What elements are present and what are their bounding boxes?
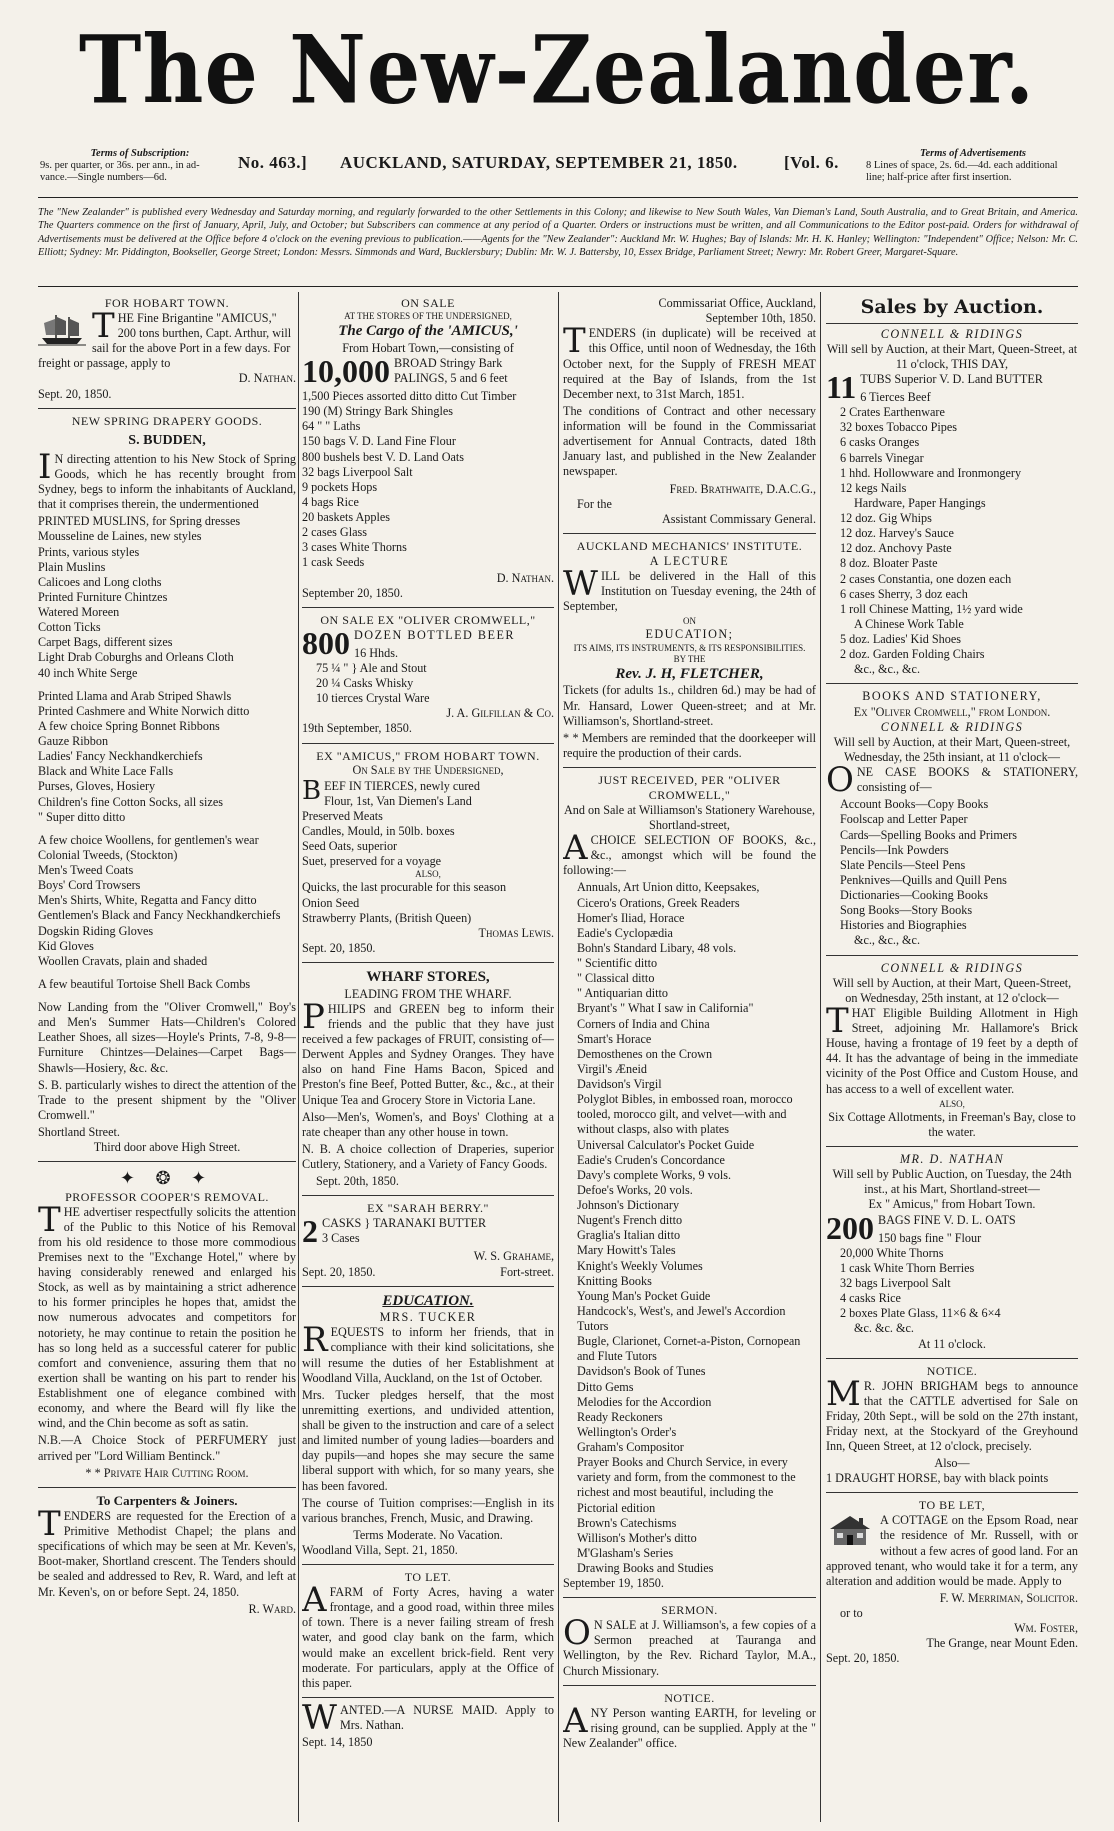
- drapery-list: Printed Llama and Arab Striped Shawls Printed Cashmere and White Norwich ditto A few choice Spring Bonnet Ribbons Gauze Ribbon Ladies' Fancy Neckhandkerchiefs Black and White Lace Falls Purses, Gloves, Hosiery Children's fine Cotton Socks, all sizes " Super ditto ditto: [38, 688, 250, 824]
- divider: [38, 1161, 296, 1162]
- ornament-icon: ✦ ❂ ✦: [119, 1168, 215, 1189]
- divider: [563, 1685, 816, 1686]
- column-rule: [298, 292, 299, 1822]
- drapery-list: PRINTED MUSLINS, for Spring dresses Mousseline de Laines, new styles Prints, various styles Plain Muslins Calicoes and Long cloths Printed Furniture Chintzes Watered Moreen Cotton Ticks Carpet Bags, different sizes Light Drab Coburghs and Orleans Cloth 40 inch White Serge: [38, 514, 241, 680]
- carpenters-body: TENDERS are requested for the Erection of a Primitive Methodist Chapel; the plans and specifications of which may be seen at Mr. Keven's, Boot-maker, Shortland crescent. The Tenders should be sealed and addressed to Rev, R. Ward, and left at Mr. Keven's, on or before Sept. 24, 1850.: [38, 1503, 296, 1599]
- ad-heading: TO LET.: [404, 1570, 452, 1585]
- divider: [38, 1487, 296, 1488]
- dateline: AUCKLAND, SATURDAY, SEPTEMBER 21, 1850.: [340, 153, 738, 172]
- ad-heading: ON SALE: [401, 296, 455, 310]
- volume: [Vol. 6.: [784, 153, 839, 172]
- column-2: ON SALE AT THE STORES OF THE UNDERSIGNED, The Cargo of the 'AMICUS,' From Hobart Town,—consisting of 10,000 BROAD Stringy Bark PALINGS, 5 and 6 feet 1,500 Pieces assorted ditto ditto Cut Timber 190 (M) Stringy Bark Shingles 64 " " Laths 150 bags V. D. Land Fine Flour 800 bushels best V. D. Land Oats 32 bags Liverpool Salt 9 pockets Hops 4 bags Rice 20 baskets Apples 2 cases Glass 3 cases White Thorns 1 cask Seeds D. Nathan. September 20, 1850. ON SALE EX "OLIVER CROMWELL," 800 DOZEN BOTTLED BEER 16 Hhds. 75 ¼ " } Ale and Stout 20 ¼ Casks Whisky 10 tierces Crystal Ware J. A. Gilfillan & Co. 19th September, 1850. EX "AMICUS," FROM HOBART TOWN. On Sale by the Undersigned, BEEF IN TIERCES, newly cured Flour, 1st, Van Diemen's Land Preserved Meats Candles, Mould, in 50lb. boxes Seed Oats, superior Suet, preserved for a voyage ALSO, Quicks, the last procurable for this season Onion Seed Strawberry Plants, (British Queen) Thomas Lewis. Sept. 20, 1850. WHARF STORES, LEADING FROM THE WHARF. PHILIPS and GREEN beg to inform their friends and the public that they have just received a few packages of FRUIT, consisting of—Derwent Apples and Sydney Oranges. They have also on hand Fine Hams Bacon, Spiced and Preston's fine Beef, Potted Butter, &c., &c., at their Unique Tea and Grocery Store in Victoria Lane. Also—Men's, Women's, and Boys' Clothing at a rate cheaper than any other house in town. N. B. A choice collection of Draperies, superior Cutlery, Stationery, and a Variety of Fancy Goods. Sept. 20th, 1850. EX "SARAH BERRY." 2 CASKS } TARANAKI BUTTER 3 Cases W. S. Grahame, Sept. 20, 1850. Fort-street. EDUCATION. MRS. TUCKER REQUESTS to inform her friends, that in compliance with their kind solicitations, she will resume the duties of her Establishment at Woodland Villa, Auckland, on the 1st of October. Mrs. Tucker pledges herself, that the most unremitting exertions, and undivided attention, shall be given to the instruction and care of a select and limited number of young ladies—boarders and day pupils—and hopes she may secure the same liberal support with which, for so many years, she has been favored. The course of Tuition comprises:—English in its various branches, French, Music, and Drawing. Terms Moderate. No Vacation. Woodland Villa, Sept. 21, 1850. TO LET. AFARM of Forty Acres, having a water frontage, and a good road, within three miles of town. There is a never failing stream of fresh water, and good clay bank on the farm, which would make an excellent brick-field. Rent very moderate. For particulars, apply at the Office of this paper. WANTED.—A NURSE MAID. Apply to Mrs. Nathan. Sept. 14, 1850: [302, 296, 554, 1750]
- ad-heading: NOTICE.: [926, 1363, 978, 1378]
- drapery-list: A few choice Woollens, for gentlemen's wear Colonial Tweeds, (Stockton) Men's Tweed Coats Boys' Cord Trowsers Men's Shirts, White, Regatta and Fancy ditto Gentlemen's Black and Fancy Neckhandkerchiefs Dogskin Riding Gloves Kid Gloves Woollen Cravats, plain and shaded: [38, 832, 281, 968]
- ad-heading: FOR HOBART TOWN.: [104, 296, 230, 310]
- divider: [302, 743, 554, 744]
- ad-heading: SERMON.: [661, 1603, 718, 1618]
- ad-heading: BOOKS AND STATIONERY,: [862, 689, 1042, 704]
- auction-list: Account Books—Copy Books Foolscap and Letter Paper Cards—Spelling Books and Primers Pencils—Ink Powders Slate Pencils—Steel Pens Penknives—Quills and Quill Pens Dictionaries—Cooking Books Song Books—Story Books Histories and Biographies &c., &c., &c.: [840, 797, 1018, 948]
- ad-heading: JUST RECEIVED, PER "OLIVER CROMWELL,": [598, 773, 781, 802]
- books-list: Annuals, Art Union ditto, Keepsakes, Cicero's Orations, Greek Readers Homer's Iliad, Horace Eadie's Cyclopædia Bohn's Standard Libary, 48 vols. " Scientific ditto " Classical ditto " Antiquarian ditto Bryant's " What I saw in California" Corners of India and China Smart's Horace Demosthenes on the Crown Virgil's Æneid Davidson's Virgil Polyglot Bibles, in embossed roan, morocco tooled, morocco gilt, and velvet—with and without clasps, also with plates Universal Calculator's Pocket Guide Eadie's Cruden's Concordance Davy's complete Works, 9 vols. Defoe's Works, 20 vols. Johnson's Dictionary Nugent's French ditto Graglia's Italian ditto Mary Howitt's Tales Knight's Weekly Volumes Knitting Books Young Man's Pocket Guide Handcock's, West's, and Jewel's Accordion Tutors Bugle, Clarionet, Cornet-a-Piston, Cornopean and Flute Tutors Davidson's Book of Tunes Ditto Gems Melodies for the Accordion Ready Reckoners Wellington's Order's Graham's Compositor Prayer Books and Church Service, in every variety and form, from the commonest to the richest and most beautiful, including the Pictorial edition Brown's Catechisms Willison's Mother's ditto M'Glasham's Series Drawing Books and Studies: [577, 880, 801, 1576]
- divider: [302, 1564, 554, 1565]
- cooper-nb: N.B.—A Choice Stock of PERFUMERY just arrived per "Lord William Bentinck.": [38, 1433, 296, 1463]
- ad-heading: NEW SPRING DRAPERY GOODS.: [71, 413, 263, 428]
- ad-heading: EX "SARAH BERRY.": [367, 1201, 489, 1216]
- divider: [302, 1697, 554, 1698]
- attention-text: S. B. particularly wishes to direct the attention of the Trade to the present shipment by the "Oliver Cromwell.": [38, 1077, 296, 1122]
- ad-heading: NOTICE.: [664, 1690, 715, 1705]
- landing-text: Now Landing from the "Oliver Cromwell," Boy's and Men's Summer Hats—Children's Colored Leather Shoes, all sizes—Hoyle's Prints, 7-8, 9-8—Furniture Chintzes—Delaines—Carpet Bags—Shawls—Hosiery, &c. &c.: [38, 1000, 296, 1075]
- combs-line: A few beautiful Tortoise Shell Back Combs: [38, 976, 251, 991]
- publication-notice: The "New Zealander" is published every Wednesday and Saturday morning, and regularly forwarded to the other Settlements in this Colony; and likewise to New South Wales, Van Dieman's Land, South Australia, and to Great Britain, and America. The Quarters commence on the first of January, April, July, and October; but Subscribers can commence at any period of a Quarter. Orders or instructions must be written, and all Communications to the Editor post-paid. Orders for withdrawal of Advertisements must be delivered at the Office before 4 o'clock on the evening previous to publication.——Agents for the "New Zealander": Auckland Mr. W. Hughes; Bay of Islands: Mr. H. K. Hanley; Wellington: "Independent" Office; Nelson: Mr. C. Elliott; Sydney: Mr. Piddington, Bookseller, George Street; London: Messrs. Simmonds and Ward, Bucklersbury; Dublin: Mr. W. J. Battersby, 10, Essex Bridge, Parliament Street; Newry: Mr. Robert Greer, Margaret-Square.: [38, 207, 1078, 259]
- auctioneer-name: CONNELL & RIDINGS: [880, 960, 1024, 975]
- cooper-body: THE advertiser respectfully solicits the attention of the Public to this Notice of his Removal from his old residence to those more commodious Premises next to the "Exchange Hotel," where by having considerably renewed and enlarged his Stock, as well as by maintaining a strict adherence to his former principles he hopes that, amidst the now numerous advocates and competitors for notoriety, he may continue to retain the position he has so long held as a successful caterer for public comfort and convenience, assuring them that no exertion shall be wanting on his part to render his Establishment one of elegance combined with economy, and where the Beard will fly like the wind, and the Chin become as soft as satin.: [38, 1199, 296, 1431]
- ad-heading: EX "AMICUS," FROM HOBART TOWN.: [316, 748, 540, 763]
- issue-number: No. 463.]: [238, 153, 308, 172]
- divider: [563, 767, 816, 768]
- auctioneer-name: CONNELL & RIDINGS: [880, 719, 1024, 734]
- drapery-intro: I N directing attention to his New Stock of Spring Goods, which he has recently brought from Sydney, begs to inform the inhabitants of Auckland, that it comprises therein, the undermentioned: [38, 446, 296, 512]
- column-1: FOR HOBART TOWN. THE Fine Brigantine "AMICUS," 200 tons burthen, Capt. Arthur, will sail for the above Port in a few days. For freight or passage, apply to D. Nathan. Sept. 20, 1850. NEW SPRING DRAPERY GOODS. S. BUDDEN, I N directing attention to his New Stock of Spring Goods, which he has recently brought from Sydney, begs to inform the inhabitants of Auckland, that it comprises therein, the undermentioned PRINTED MUSLINS, for Spring dresses Mousseline de Laines, new styles Prints, various styles Plain Muslins Calicoes and Long cloths Printed Furniture Chintzes Watered Moreen Cotton Ticks Carpet Bags, different sizes Light Drab Coburghs and Orleans Cloth 40 inch White Serge Printed Llama and Arab Striped Shawls Printed Cashmere and White Norwich ditto A few choice Spring Bonnet Ribbons Gauze Ribbon Ladies' Fancy Neckhandkerchiefs Black and White Lace Falls Purses, Gloves, Hosiery Children's fine Cotton Socks, all sizes " Super ditto ditto A few choice Woollens, for gentlemen's wear Colonial Tweeds, (Stockton) Men's Tweed Coats Boys' Cord Trowsers Men's Shirts, White, Regatta and Fancy ditto Gentlemen's Black and Fancy Neckhandkerchiefs Dogskin Riding Gloves Kid Gloves Woollen Cravats, plain and shaded A few beautiful Tortoise Shell Back Combs Now Landing from the "Oliver Cromwell," Boy's and Men's Summer Hats—Children's Colored Leather Shoes, all sizes—Hoyle's Prints, 7-8, 9-8—Furniture Chintzes—Delaines—Carpet Bags—Shawls—Hosiery, &c. &c. S. B. particularly wishes to direct the attention of the Trade to the present shipment by the "Oliver Cromwell." Shortland Street. Third door above High Street. ✦ ❂ ✦ PROFESSOR COOPER'S REMOVAL. THE advertiser respectfully solicits the attention of the Public to this Notice of his Removal from his old residence to those more commodious Premises next to the "Exchange Hotel," where by having considerably renewed and enlarged his Stock, as well as by maintaining a strict adherence to his former principles he hopes that, amidst the now numerous advocates and competitors for notoriety, he may continue to retain the position he has so long held as a successful caterer for public comfort and convenience, assuring them that no exertion shall be wanting on his part to render his Establishment one of elegance combined with economy, and where the Beard will fly like the wind, and the Chin become as soft as satin. N.B.—A Choice Stock of PERFUMERY just arrived per "Lord William Bentinck." * * Private Hair Cutting Room. To Carpenters & Joiners. TENDERS are requested for the Erection of a Primitive Methodist Chapel; the plans and specifications of which may be seen at Mr. Keven's, Boot-maker, Shortland crescent. The Tenders should be sealed and addressed to Rev, R. Ward, and left at Mr. Keven's, on or before Sept. 24, 1850. R. Ward.: [38, 296, 296, 1616]
- auctioneer-name: CONNELL & RIDINGS: [880, 326, 1024, 341]
- ad-heading: TO BE LET,: [918, 1498, 986, 1513]
- divider: [302, 1286, 554, 1287]
- divider: [302, 962, 554, 963]
- ad-heading: AUCKLAND MECHANICS' INSTITUTE.: [576, 538, 803, 553]
- divider: [826, 1146, 1078, 1147]
- divider: [302, 607, 554, 608]
- masthead-title: The New-Zealander.: [78, 14, 1036, 125]
- cargo-list: 1,500 Pieces assorted ditto ditto Cut Timber 190 (M) Stringy Bark Shingles 64 " " Laths 150 bags V. D. Land Fine Flour 800 bushels best V. D. Land Oats 32 bags Liverpool Salt 9 pockets Hops 4 bags Rice 20 baskets Apples 2 cases Glass 3 cases White Thorns 1 cask Seeds: [302, 389, 517, 570]
- house-icon: [826, 1513, 874, 1547]
- ad-heading: To Carpenters & Joiners.: [96, 1492, 238, 1508]
- column-3: Commissariat Office, Auckland, September 10th, 1850. TENDERS (in duplicate) will be received at this Office, until noon of Wednesday, the 16th October next, for the Supply of FRESH MEAT required at the Bay of Islands, from the 1st December next, to 31st March, 1851. The conditions of Contract and other necessary information will be found in the Commissariat advertisement for Annual Contracts, dated 18th January last, and published in the New Zealander newspaper. Fred. Brathwaite, D.A.C.G., For the Assistant Commissary General. AUCKLAND MECHANICS' INSTITUTE. A LECTURE WILL be delivered in the Hall of this Institution on Tuesday evening, the 24th of September, ON EDUCATION; ITS AIMS, ITS INSTRUMENTS, & ITS RESPONSIBILITIES. BY THE Rev. J. H, FLETCHER, Tickets (for adults 1s., children 6d.) may be had of Mr. Hansard, Lower Queen-street; and at Mr. Williamson's, Shortland-street. * * Members are reminded that the doorkeeper will require the production of their cards. JUST RECEIVED, PER "OLIVER CROMWELL," And on Sale at Williamson's Stationery Warehouse, Shortland-street, ACHOICE SELECTION OF BOOKS, &c., &c., amongst which will be found the following:— Annuals, Art Union ditto, Keepsakes, Cicero's Orations, Greek Readers Homer's Iliad, Horace Eadie's Cyclopædia Bohn's Standard Libary, 48 vols. " Scientific ditto " Classical ditto " Antiquarian ditto Bryant's " What I saw in California" Corners of India and China Smart's Horace Demosthenes on the Crown Virgil's Æneid Davidson's Virgil Polyglot Bibles, in embossed roan, morocco tooled, morocco gilt, and velvet—with and without clasps, also with plates Universal Calculator's Pocket Guide Eadie's Cruden's Concordance Davy's complete Works, 9 vols. Defoe's Works, 20 vols. Johnson's Dictionary Nugent's French ditto Graglia's Italian ditto Mary Howitt's Tales Knight's Weekly Volumes Knitting Books Young Man's Pocket Guide Handcock's, West's, and Jewel's Accordion Tutors Bugle, Clarionet, Cornet-a-Piston, Cornopean and Flute Tutors Davidson's Book of Tunes Ditto Gems Melodies for the Accordion Ready Reckoners Wellington's Order's Graham's Compositor Prayer Books and Church Service, in every variety and form, from the commonest to the richest and most beautiful, including the Pictorial edition Brown's Catechisms Willison's Mother's ditto M'Glasham's Series Drawing Books and Studies September 19, 1850. SERMON. O N SALE at J. Williamson's, a few copies of a Sermon preached at Tauranga and Wellington, by the Rev. Richard Taylor, M.A., Church Missionary. NOTICE. ANY Person wanting EARTH, for leveling or rising ground, can be supplied. Apply at the " New Zealander" office.: [563, 296, 816, 1750]
- divider: [302, 1195, 554, 1196]
- divider: [563, 533, 816, 534]
- auctioneer-name: MR. D. NATHAN: [899, 1152, 1005, 1167]
- cargo-title: The Cargo of the 'AMICUS,': [338, 323, 518, 340]
- divider: [563, 1597, 816, 1598]
- ad-heading: WHARF STORES,: [366, 969, 490, 986]
- divider: [826, 1492, 1078, 1493]
- advertiser-name: S. BUDDEN,: [128, 432, 206, 448]
- divider: [826, 683, 1078, 684]
- terms-advertisements: Terms of Advertisements 8 Lines of space, 2s. 6d.—4d. each additional line; half-price after first insertion.: [866, 148, 1058, 184]
- divider: [826, 323, 1078, 324]
- column-rule: [820, 292, 821, 1822]
- auction-heading: Sales by Auction.: [860, 296, 1044, 318]
- ad-heading: EDUCATION.: [382, 1292, 474, 1309]
- cooper-hair: * * Private Hair Cutting Room.: [85, 1465, 249, 1480]
- divider: [38, 408, 296, 409]
- header-rule: [38, 197, 1078, 198]
- ad-heading: ON SALE EX "OLIVER CROMWELL,": [320, 612, 536, 627]
- column-4: Sales by Auction. CONNELL & RIDINGS Will sell by Auction, at their Mart, Queen-Street, at 11 o'clock, THIS DAY, 11 TUBS Superior V. D. Land BUTTER 6 Tierces Beef 2 Crates Earthenware 32 boxes Tobacco Pipes 6 casks Oranges 6 barrels Vinegar 1 hhd. Hollowware and Ironmongery 12 kegs Nails Hardware, Paper Hangings 12 doz. Gig Whips 12 doz. Harvey's Sauce 12 doz. Anchovy Paste 8 doz. Bloater Paste 2 cases Constantia, one dozen each 6 cases Sherry, 3 doz each 1 roll Chinese Matting, 1½ yard wide A Chinese Work Table 5 doz. Ladies' Kid Shoes 2 doz. Garden Folding Chairs &c., &c., &c. BOOKS AND STATIONERY, Ex "Oliver Cromwell," from London. CONNELL & RIDINGS Will sell by Auction, at their Mart, Queen-street, Wednesday, the 25th insiant, at 11 o'clock— ONE CASE BOOKS & STATIONERY, consisting of— Account Books—Copy Books Foolscap and Letter Paper Cards—Spelling Books and Primers Pencils—Ink Powders Slate Pencils—Steel Pens Penknives—Quills and Quill Pens Dictionaries—Cooking Books Song Books—Story Books Histories and Biographies &c., &c., &c. CONNELL & RIDINGS Will sell by Auction, at their Mart, Queen-Street, on Wednesday, 25th instant, at 12 o'clock— THAT Eligible Building Allotment in High Street, adjoining Mr. Hallamore's Brick House, having a frontage of 19 feet by a depth of 44. It has the advantage of being in the immediate vicinity of the Post Office and Custom House, and has access to a well of excellent water. ALSO, Six Cottage Allotments, in Freeman's Bay, close to the water. MR. D. NATHAN Will sell by Public Auction, on Tuesday, the 24th inst., at his Mart, Shortland-street— Ex " Amicus," from Hobart Town. 200 BAGS FINE V. D. L. OATS 150 bags fine " Flour 20,000 White Thorns 1 cask White Thorn Berries 32 bags Liverpool Salt 4 casks Rice 2 boxes Plate Glass, 11×6 & 6×4 &c. &c. &c. At 11 o'clock. NOTICE. M R. JOHN BRIGHAM begs to announce that the CATTLE advertised for Sale on Friday, 20th Sept., will be sold on the 27th instant, Friday next, at the Stockyard of the Greyhound Inn, Queen Street, at 12 o'clock, precisely. Also— 1 DRAUGHT HORSE, bay with black points TO BE LET, A COTTAGE on the Epsom Road, near the residence of Mr. Russell, with or without a few acres of good land. For an approved tenant, who would take it for a term, any alteration and addition would be made. Apply to F. W. Merriman, Solicitor. or to Wm. Foster, The Grange, near Mount Eden. Sept. 20, 1850.: [826, 296, 1078, 1666]
- auction-list: 150 bags fine " Flour 20,000 White Thorns 1 cask White Thorn Berries 32 bags Liverpool Salt 4 casks Rice 2 boxes Plate Glass, 11×6 & 6×4 &c. &c. &c.: [840, 1230, 1001, 1336]
- terms-subscription: Terms of Subscription: 9s. per quarter, or 36s. per ann., in ad- vance.—Single numbers—6d.: [40, 148, 200, 184]
- hobart-ad: THE Fine Brigantine "AMICUS," 200 tons burthen, Capt. Arthur, will sail for the above Port in a few days. For freight or passage, apply to D. Nathan. Sept. 20, 1850.: [38, 305, 296, 401]
- ad-heading: PROFESSOR COOPER'S REMOVAL.: [65, 1189, 269, 1204]
- divider: [826, 955, 1078, 956]
- divider: [826, 1358, 1078, 1359]
- notice-rule: [38, 286, 1078, 287]
- auction-list: 6 Tierces Beef 2 Crates Earthenware 32 boxes Tobacco Pipes 6 casks Oranges 6 barrels Vinegar 1 hhd. Hollowware and Ironmongery 12 kegs Nails Hardware, Paper Hangings 12 doz. Gig Whips 12 doz. Harvey's Sauce 12 doz. Anchovy Paste 8 doz. Bloater Paste 2 cases Constantia, one dozen each 6 cases Sherry, 3 doz each 1 roll Chinese Matting, 1½ yard wide A Chinese Work Table 5 doz. Ladies' Kid Shoes 2 doz. Garden Folding Chairs &c., &c., &c.: [840, 390, 1023, 677]
- ship-icon: [38, 311, 86, 347]
- column-rule: [558, 292, 559, 1822]
